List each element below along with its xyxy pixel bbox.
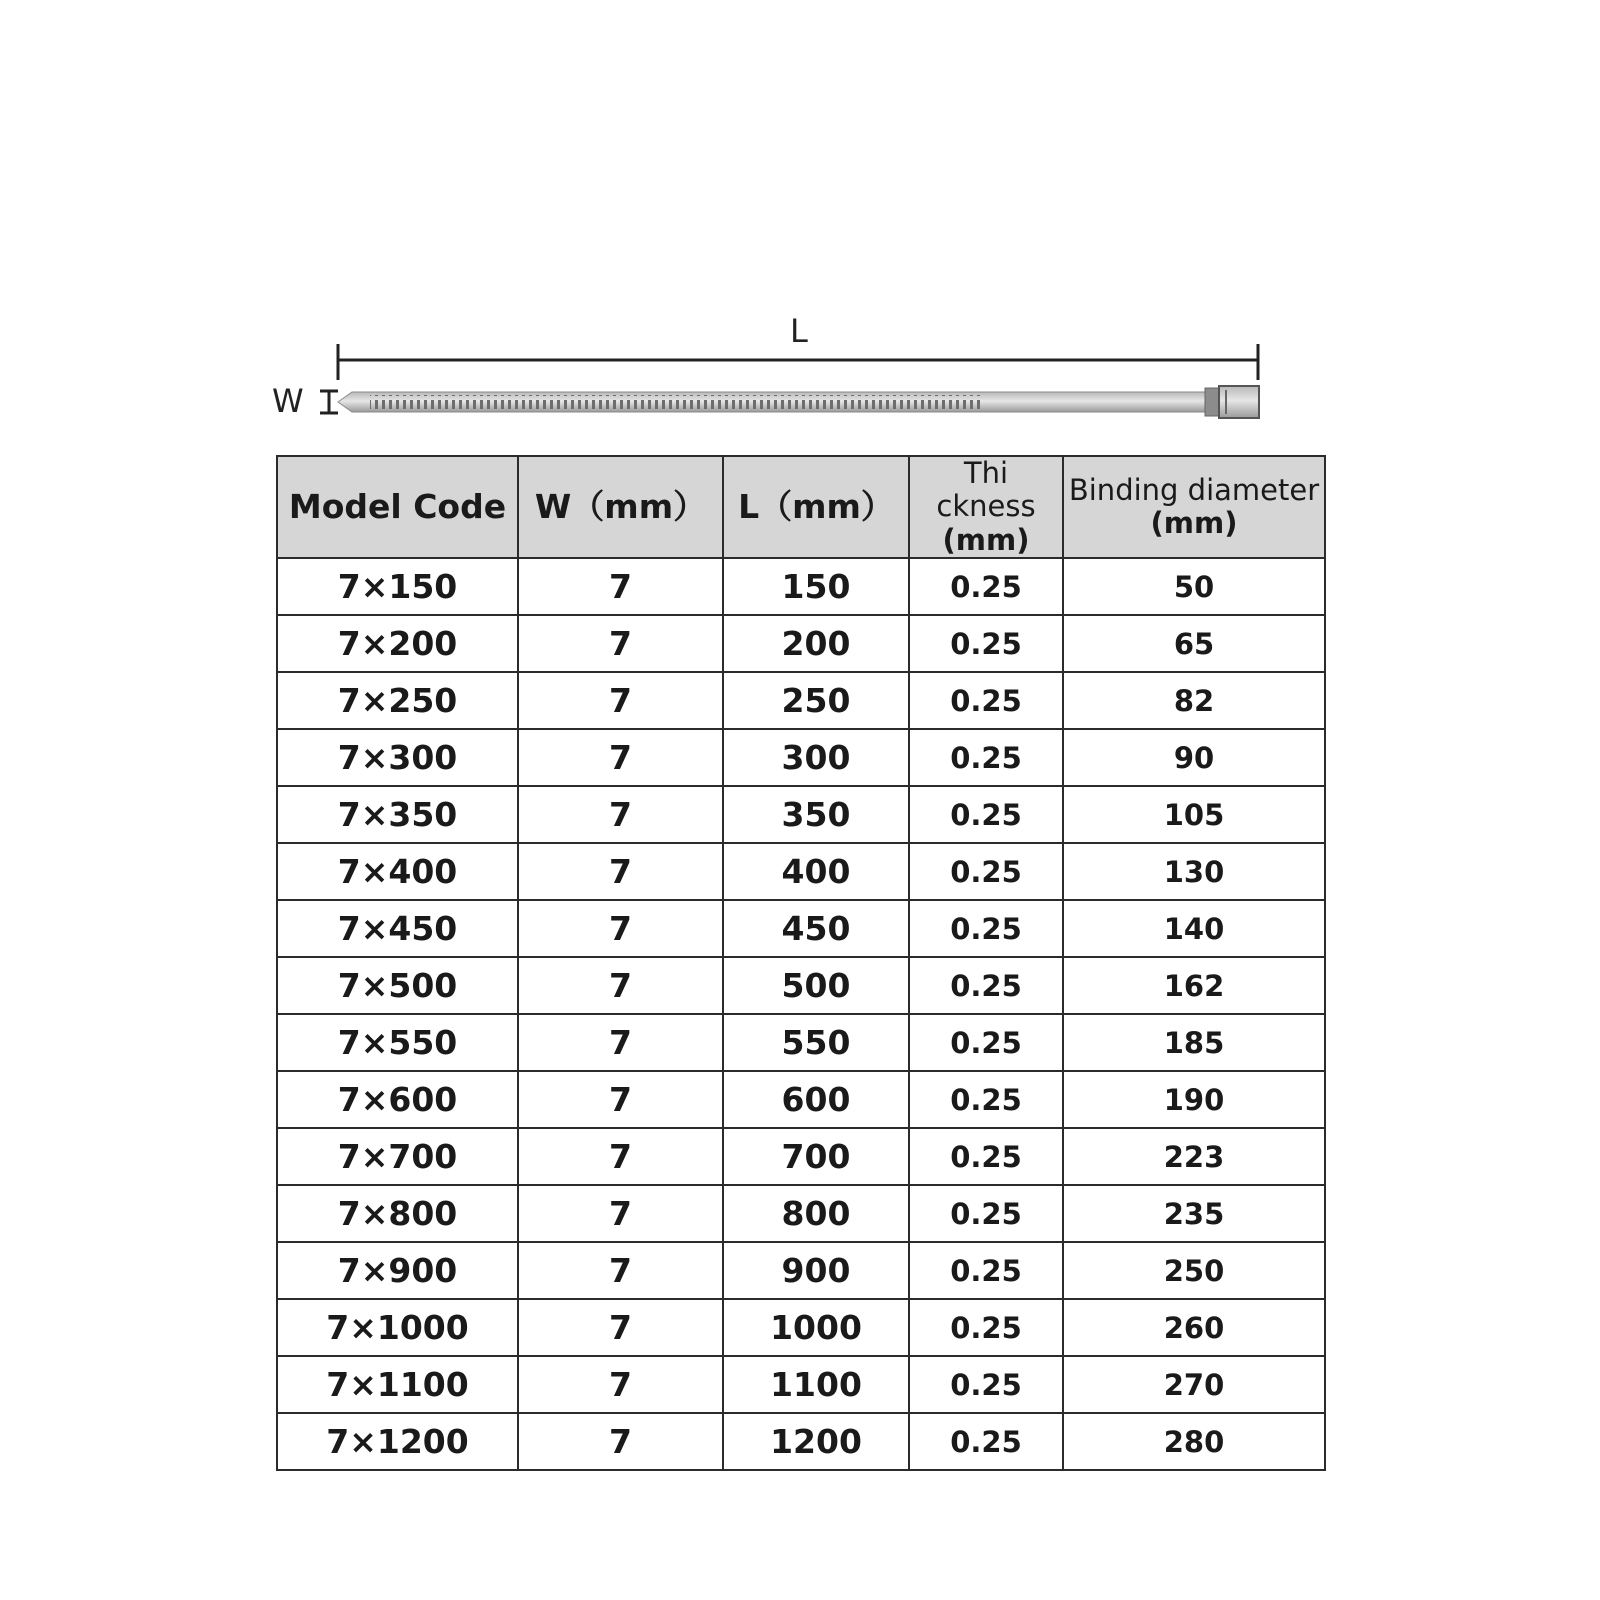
cell-binding-diameter: 82 [1063, 672, 1325, 729]
cell-length: 150 [723, 558, 909, 615]
table-row [277, 1014, 1325, 1071]
cell-width: 7 [518, 1242, 723, 1299]
cell-model-code: 7×500 [277, 957, 518, 1014]
cell-model-code: 7×1200 [277, 1413, 518, 1470]
header-binding-diameter [1063, 456, 1325, 558]
cell-length: 500 [723, 957, 909, 1014]
cell-length: 200 [723, 615, 909, 672]
strap-slots [370, 395, 980, 409]
cell-length: 450 [723, 900, 909, 957]
table-row [277, 1242, 1325, 1299]
cell-model-code: 7×1000 [277, 1299, 518, 1356]
cell-length: 300 [723, 729, 909, 786]
cell-length: 1100 [723, 1356, 909, 1413]
buckle-neck [1205, 388, 1219, 416]
header-thickness [909, 456, 1063, 558]
width-label: W [272, 382, 304, 420]
header-binding-line1: Binding diameter [1068, 472, 1320, 507]
cell-model-code: 7×350 [277, 786, 518, 843]
cell-length: 1000 [723, 1299, 909, 1356]
header-model-code: Model Code [277, 456, 518, 558]
cell-binding-diameter: 130 [1063, 843, 1325, 900]
cell-binding-diameter: 235 [1063, 1185, 1325, 1242]
cell-binding-diameter: 90 [1063, 729, 1325, 786]
cell-model-code: 7×600 [277, 1071, 518, 1128]
cell-binding-diameter: 50 [1063, 558, 1325, 615]
length-label: L [790, 312, 808, 350]
spec-table-body [277, 558, 1325, 1470]
cell-length: 900 [723, 1242, 909, 1299]
cable-tie-diagram [270, 300, 1300, 435]
table-row [277, 615, 1325, 672]
cell-binding-diameter: 280 [1063, 1413, 1325, 1470]
cell-length: 800 [723, 1185, 909, 1242]
table-row [277, 729, 1325, 786]
cell-model-code: 7×300 [277, 729, 518, 786]
cell-thickness: 0.25 [909, 615, 1063, 672]
cell-thickness: 0.25 [909, 1185, 1063, 1242]
cell-model-code: 7×550 [277, 1014, 518, 1071]
cell-binding-diameter: 185 [1063, 1014, 1325, 1071]
cell-binding-diameter: 223 [1063, 1128, 1325, 1185]
cell-thickness: 0.25 [909, 1014, 1063, 1071]
cell-thickness: 0.25 [909, 900, 1063, 957]
cell-thickness: 0.25 [909, 1242, 1063, 1299]
cell-model-code: 7×200 [277, 615, 518, 672]
header-binding-line2: (mm) [1150, 506, 1238, 541]
cell-binding-diameter: 270 [1063, 1356, 1325, 1413]
table-row [277, 1071, 1325, 1128]
cell-width: 7 [518, 843, 723, 900]
cell-width: 7 [518, 1185, 723, 1242]
cell-thickness: 0.25 [909, 957, 1063, 1014]
cell-binding-diameter: 190 [1063, 1071, 1325, 1128]
cell-binding-diameter: 162 [1063, 957, 1325, 1014]
cell-width: 7 [518, 729, 723, 786]
cell-model-code: 7×700 [277, 1128, 518, 1185]
cell-thickness: 0.25 [909, 843, 1063, 900]
table-row [277, 1299, 1325, 1356]
cell-width: 7 [518, 957, 723, 1014]
table-row [277, 1356, 1325, 1413]
cell-model-code: 7×900 [277, 1242, 518, 1299]
table-row [277, 843, 1325, 900]
spec-table [276, 455, 1326, 1471]
cell-width: 7 [518, 1356, 723, 1413]
cell-binding-diameter: 65 [1063, 615, 1325, 672]
header-width: W（mm） [518, 456, 723, 558]
cell-model-code: 7×1100 [277, 1356, 518, 1413]
cell-model-code: 7×450 [277, 900, 518, 957]
table-row [277, 1128, 1325, 1185]
cell-thickness: 0.25 [909, 558, 1063, 615]
cell-width: 7 [518, 1014, 723, 1071]
cell-length: 350 [723, 786, 909, 843]
cell-length: 600 [723, 1071, 909, 1128]
cell-thickness: 0.25 [909, 786, 1063, 843]
cell-thickness: 0.25 [909, 1356, 1063, 1413]
cell-binding-diameter: 260 [1063, 1299, 1325, 1356]
table-row [277, 558, 1325, 615]
cell-length: 250 [723, 672, 909, 729]
cell-length: 1200 [723, 1413, 909, 1470]
cell-width: 7 [518, 1413, 723, 1470]
cell-thickness: 0.25 [909, 672, 1063, 729]
table-row [277, 957, 1325, 1014]
cell-width: 7 [518, 615, 723, 672]
cell-thickness: 0.25 [909, 1071, 1063, 1128]
header-length: L（mm） [723, 456, 909, 558]
cell-binding-diameter: 140 [1063, 900, 1325, 957]
table-row [277, 1185, 1325, 1242]
cell-width: 7 [518, 558, 723, 615]
cell-length: 550 [723, 1014, 909, 1071]
cell-width: 7 [518, 900, 723, 957]
cell-width: 7 [518, 1071, 723, 1128]
cell-binding-diameter: 105 [1063, 786, 1325, 843]
table-row [277, 900, 1325, 957]
cell-width: 7 [518, 1128, 723, 1185]
cell-model-code: 7×250 [277, 672, 518, 729]
cell-width: 7 [518, 786, 723, 843]
cell-thickness: 0.25 [909, 1413, 1063, 1470]
cell-thickness: 0.25 [909, 729, 1063, 786]
table-row [277, 672, 1325, 729]
cell-thickness: 0.25 [909, 1128, 1063, 1185]
cell-width: 7 [518, 1299, 723, 1356]
cell-model-code: 7×800 [277, 1185, 518, 1242]
cell-length: 700 [723, 1128, 909, 1185]
cell-length: 400 [723, 843, 909, 900]
cell-model-code: 7×150 [277, 558, 518, 615]
cell-thickness: 0.25 [909, 1299, 1063, 1356]
table-row [277, 1413, 1325, 1470]
cell-model-code: 7×400 [277, 843, 518, 900]
cell-width: 7 [518, 672, 723, 729]
cell-binding-diameter: 250 [1063, 1242, 1325, 1299]
header-row [277, 456, 1325, 558]
table-row [277, 786, 1325, 843]
header-thickness-line2: (mm) [942, 522, 1030, 557]
cable-tie-drawing [270, 300, 1300, 435]
header-thickness-line1: Thi ckness [936, 456, 1036, 524]
